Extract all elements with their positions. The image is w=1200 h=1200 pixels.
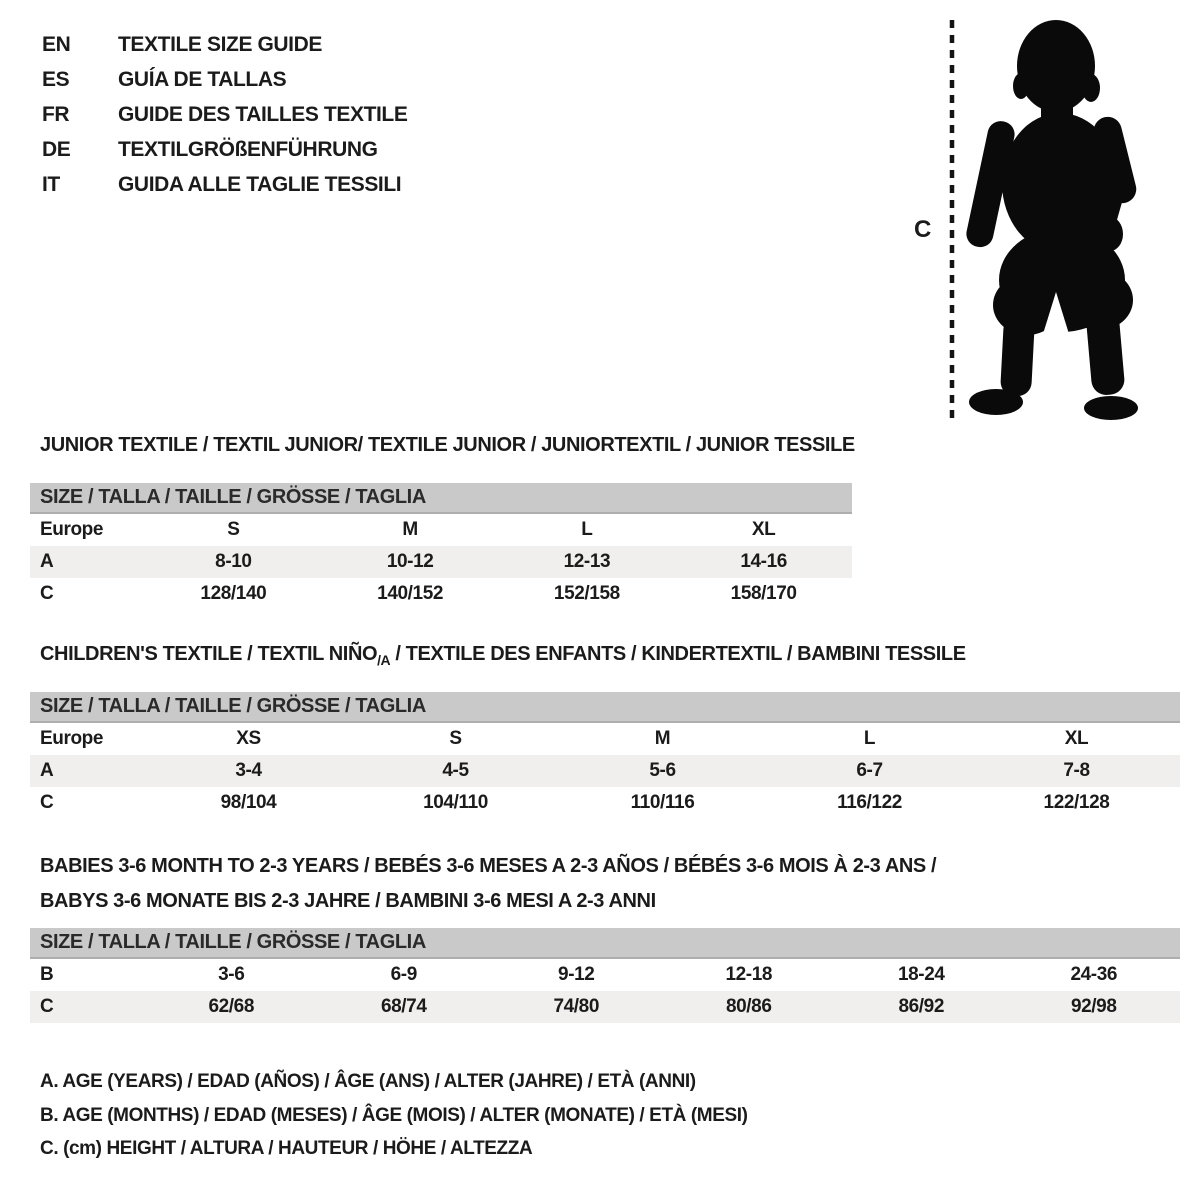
cell: S: [227, 519, 240, 540]
cell: S: [449, 728, 462, 749]
cell: 152/158: [553, 583, 620, 604]
cell: M: [654, 728, 671, 749]
row-label: C: [40, 996, 54, 1017]
cell: XL: [1064, 728, 1089, 749]
cell: 9-12: [558, 964, 595, 985]
cell: 110/116: [630, 792, 695, 813]
legend-line-c: C. (cm) HEIGHT / ALTURA / HAUTEUR / HÖHE / ALTEZZA: [40, 1138, 533, 1159]
table-row-months: [30, 958, 1180, 991]
cell: 62/68: [208, 996, 255, 1017]
junior-section-title: JUNIOR TEXTILE / TEXTIL JUNIOR/ TEXTILE JUNIOR / JUNIORTEXTIL / JUNIOR TESSILE: [40, 434, 855, 456]
babies-size-table: [30, 928, 1180, 1023]
baby-silhouette: [964, 20, 1139, 420]
table-row-europe: [30, 722, 1180, 755]
cell: 68/74: [380, 996, 427, 1017]
children-title-pre: CHILDREN'S TEXTILE / TEXTIL NIÑO: [40, 643, 378, 665]
legend-line-a: A. AGE (YEARS) / EDAD (AÑOS) / ÂGE (ANS) / ALTER (JAHRE) / ETÀ (ANNI): [40, 1071, 696, 1092]
cell: 98/104: [220, 792, 277, 813]
height-measure-label: C: [914, 216, 931, 243]
children-title-post: / TEXTILE DES ENFANTS / KINDERTEXTIL / BAMBINI TESSILE: [390, 643, 966, 665]
language-code: ES: [42, 67, 70, 91]
cell: 6-7: [856, 760, 883, 781]
language-code: EN: [42, 32, 71, 56]
children-title-sub: /A: [377, 652, 391, 668]
cell: 86/92: [898, 996, 945, 1017]
row-label: B: [40, 964, 54, 985]
junior-size-table: [30, 483, 852, 610]
language-row-de: [42, 132, 407, 167]
table-row-height: [30, 578, 852, 610]
table-row-age: [30, 755, 1180, 787]
cell: XL: [751, 519, 776, 540]
cell: 80/86: [725, 996, 772, 1017]
row-label: Europe: [40, 728, 104, 749]
language-code: DE: [42, 137, 71, 161]
cell: 24-36: [1070, 964, 1118, 985]
language-code: IT: [42, 172, 60, 196]
language-title: GUIDA ALLE TAGLIE TESSILI: [118, 172, 402, 196]
babies-title-line2: BABYS 3-6 MONATE BIS 2-3 JAHRE / BAMBINI 3-6 MESI A 2-3 ANNI: [40, 890, 656, 912]
children-section-title: [40, 643, 966, 668]
language-title: TEXTILGRÖßENFÜHRUNG: [118, 137, 378, 161]
cell: 4-5: [442, 760, 469, 781]
language-row-en: [42, 27, 407, 62]
cell: L: [581, 519, 593, 540]
language-row-fr: [42, 97, 407, 132]
cell: L: [863, 728, 876, 749]
table-row-europe: [30, 513, 852, 546]
legend: [40, 1071, 748, 1172]
cell: M: [402, 519, 418, 540]
cell: 140/152: [377, 583, 444, 604]
cell: 18-24: [897, 964, 945, 985]
cell: 128/140: [200, 583, 267, 604]
cell: 14-16: [740, 551, 787, 572]
row-label: Europe: [40, 519, 104, 540]
language-title: TEXTILE SIZE GUIDE: [118, 32, 322, 56]
language-code: FR: [42, 102, 70, 126]
language-row-es: [42, 62, 407, 97]
size-header-label: SIZE / TALLA / TAILLE / GRÖSSE / TAGLIA: [30, 928, 1180, 958]
babies-title-line1: BABIES 3-6 MONTH TO 2-3 YEARS / BEBÉS 3-6 MESES A 2-3 AÑOS / BÉBÉS 3-6 MOIS À 2-3 ANS /: [40, 855, 937, 877]
cell: 116/122: [837, 792, 902, 813]
row-label: A: [40, 551, 54, 572]
legend-line-b: B. AGE (MONTHS) / EDAD (MESES) / ÂGE (MOIS) / ALTER (MONATE) / ETÀ (MESI): [40, 1104, 748, 1126]
cell: XS: [236, 728, 261, 749]
size-header-label: SIZE / TALLA / TAILLE / GRÖSSE / TAGLIA: [30, 483, 852, 513]
babies-section-title: [40, 849, 936, 919]
baby-silhouette-graphic: [905, 8, 1165, 423]
cell: 122/128: [1043, 792, 1110, 813]
table-row-height: [30, 991, 1180, 1023]
cell: 10-12: [386, 551, 434, 572]
cell: 7-8: [1063, 760, 1090, 781]
language-title: GUIDE DES TAILLES TEXTILE: [118, 102, 408, 126]
cell: 74/80: [553, 996, 600, 1017]
cell: 3-6: [218, 964, 245, 985]
cell: 92/98: [1070, 996, 1117, 1017]
cell: 158/170: [730, 583, 797, 604]
height-figure: [905, 8, 1165, 423]
row-label: C: [40, 583, 54, 604]
cell: 8-10: [215, 551, 252, 572]
size-header-row: [30, 928, 1180, 958]
cell: 3-4: [235, 760, 262, 781]
size-header-row: [30, 692, 1180, 722]
table-row-height: [30, 787, 1180, 819]
cell: 12-13: [563, 551, 611, 572]
size-header-row: [30, 483, 852, 513]
cell: 5-6: [649, 760, 676, 781]
cell: 12-18: [725, 964, 773, 985]
language-list: [42, 27, 407, 202]
cell: 6-9: [390, 964, 417, 985]
row-label: A: [40, 760, 54, 781]
language-title: GUÍA DE TALLAS: [118, 67, 287, 91]
row-label: C: [40, 792, 54, 813]
language-row-it: [42, 167, 407, 202]
cell: 104/110: [423, 792, 488, 813]
size-header-label: SIZE / TALLA / TAILLE / GRÖSSE / TAGLIA: [30, 692, 1180, 722]
table-row-age: [30, 546, 852, 578]
children-size-table: [30, 692, 1180, 819]
